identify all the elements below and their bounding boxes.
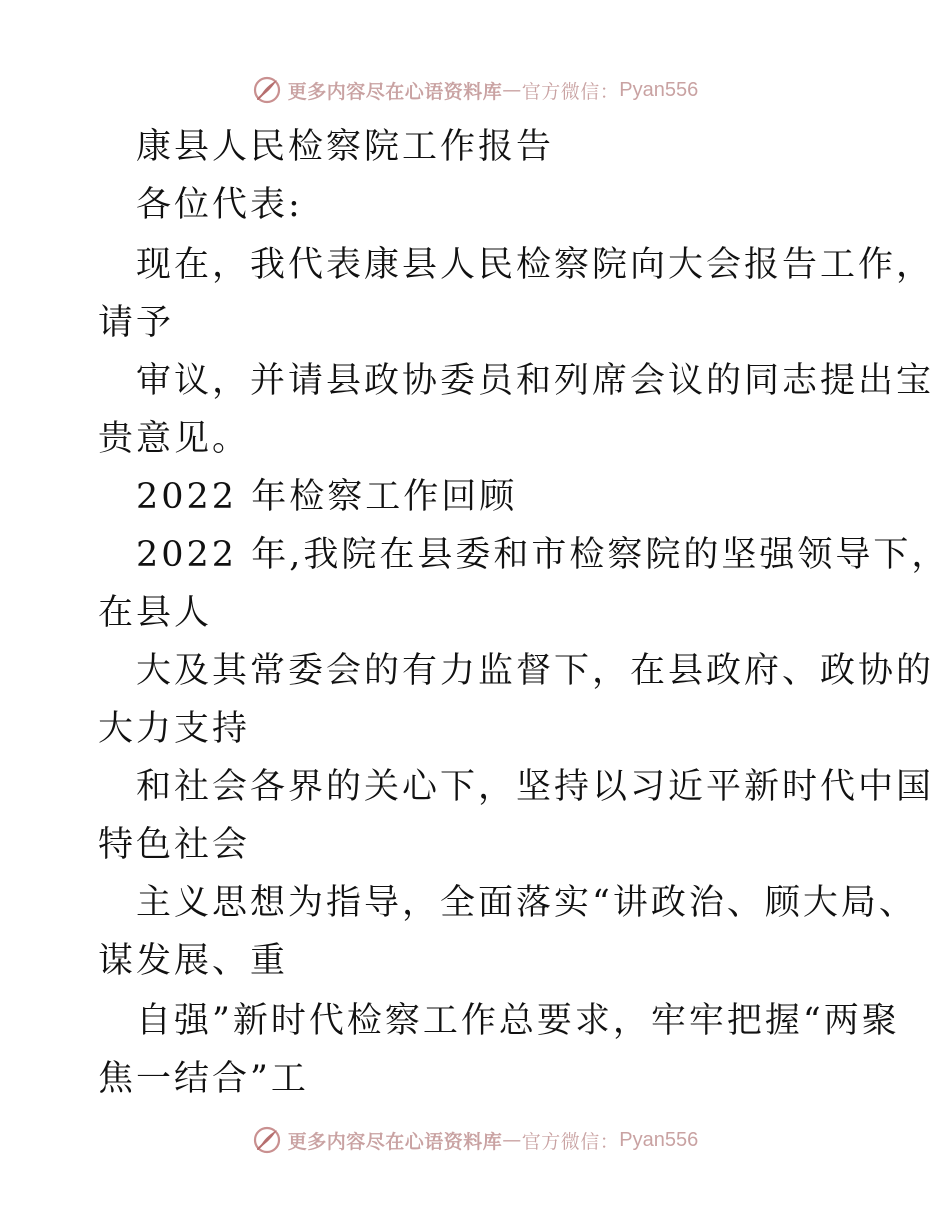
header-wechat-id: Pyan556: [619, 78, 699, 101]
header-separator: —: [502, 79, 522, 101]
text-line: 焦一结合”工: [98, 1059, 309, 1099]
feather-quill-icon: [252, 75, 282, 105]
text-line: 现在，我代表康县人民检察院向大会报告工作，: [136, 245, 935, 285]
footer-brand-text: 更多内容尽在心语资料库: [287, 1130, 503, 1153]
header-banner: [0, 70, 950, 110]
text-line: 自强”新时代检察工作总要求，牢牢把握“两聚: [136, 1001, 900, 1041]
text-line: 大力支持: [98, 709, 251, 749]
header-wechat-label: 官方微信：: [521, 80, 620, 103]
text-line: 审议，并请县政协委员和列席会议的同志提出宝: [136, 361, 935, 401]
footer-banner: [0, 1120, 950, 1160]
header-brand-text: 更多内容尽在心语资料库: [287, 80, 503, 103]
text-line: 和社会各界的关心下，坚持以习近平新时代中国: [136, 767, 935, 807]
footer-separator: —: [502, 1129, 522, 1151]
text-line: 主义思想为指导，全面落实“讲政治、顾大局、: [136, 883, 917, 923]
text-line: 谋发展、重: [98, 941, 289, 981]
text-line: 贵意见。: [98, 419, 251, 459]
section-heading: 2022 年检察工作回顾: [136, 477, 518, 517]
footer-wechat-label: 官方微信：: [521, 1130, 620, 1153]
text-line: 在县人: [98, 593, 213, 633]
salutation: 各位代表:: [136, 185, 303, 225]
feather-quill-icon: [252, 1125, 282, 1155]
text-line: 大及其常委会的有力监督下，在县政府、政协的: [136, 651, 935, 691]
footer-wechat-id: Pyan556: [619, 1128, 699, 1151]
text-line: 2022 年,我院在县委和市检察院的坚强领导下，: [136, 535, 950, 575]
report-title: 康县人民检察院工作报告: [136, 127, 555, 167]
text-line: 请予: [98, 303, 175, 343]
text-line: 特色社会: [98, 825, 251, 865]
